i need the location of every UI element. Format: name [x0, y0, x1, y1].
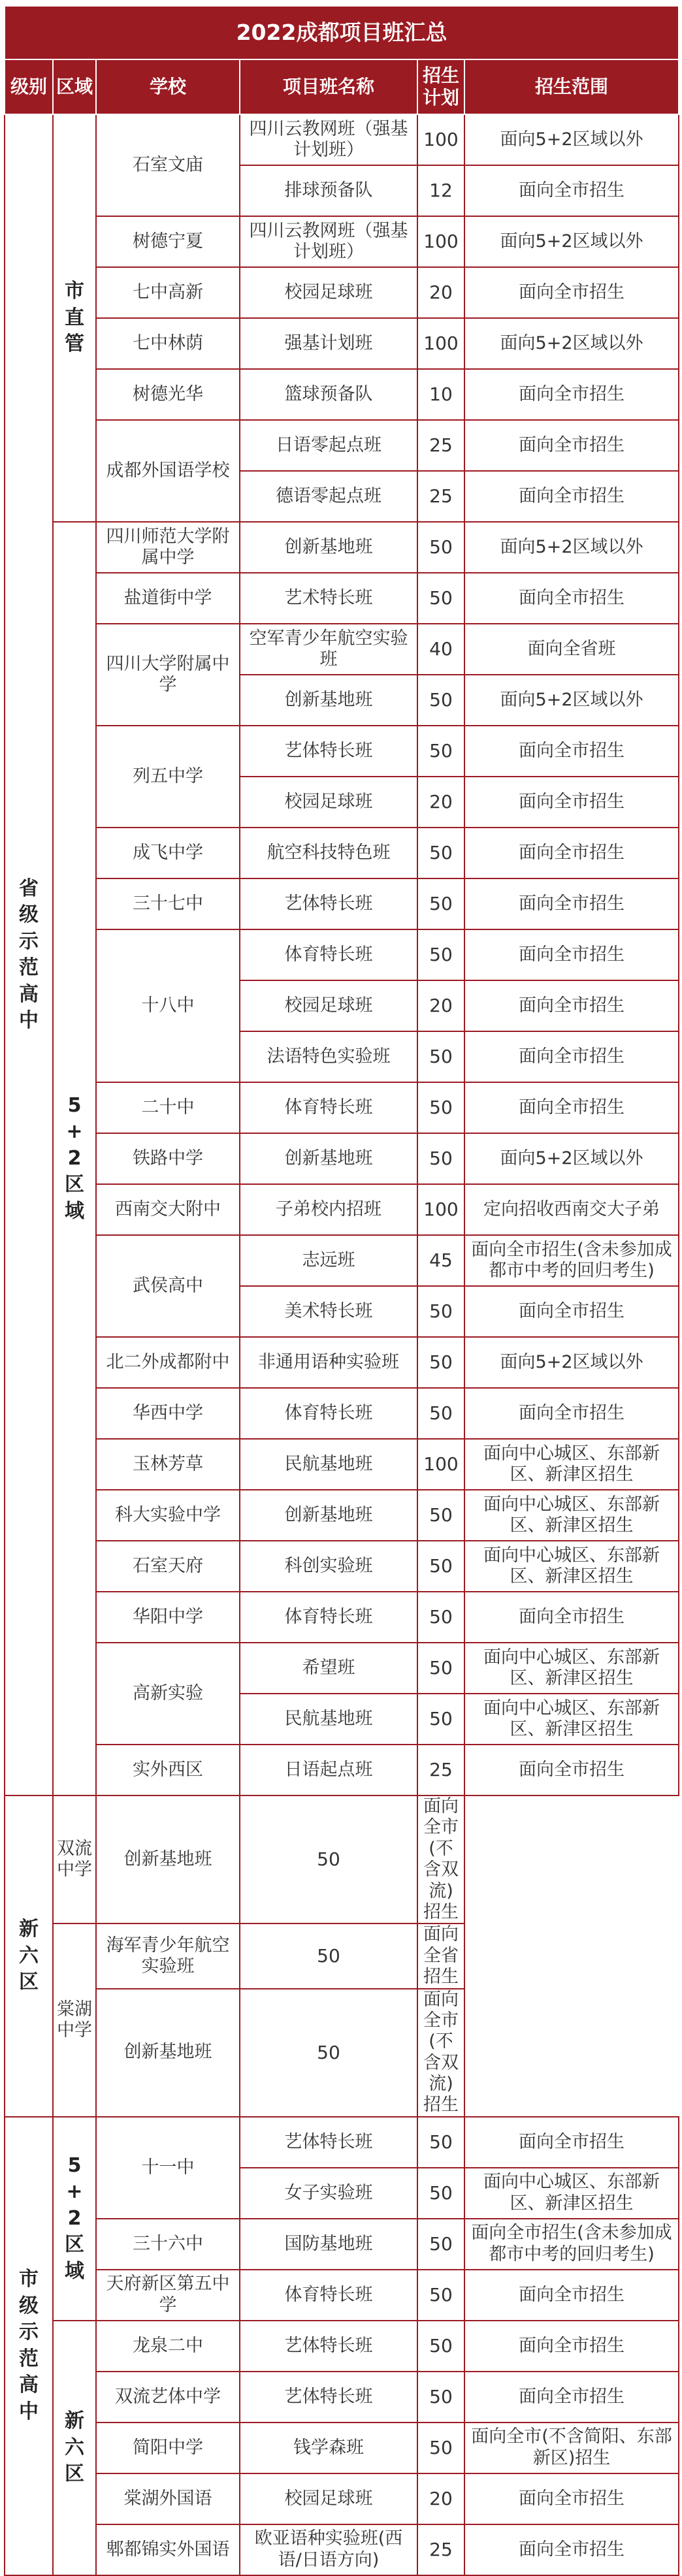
plan-cell: 50	[417, 1286, 464, 1337]
school-cell: 北二外成都附中	[96, 1337, 240, 1388]
project-class-table	[4, 5, 679, 2576]
plan-cell: 10	[417, 369, 464, 420]
table-row	[5, 1235, 679, 1286]
scope-cell: 面向全市招生	[464, 828, 679, 878]
table-row	[5, 624, 679, 675]
plan-cell: 50	[417, 2372, 464, 2423]
program-cell: 体育特长班	[240, 1388, 417, 1439]
scope-cell: 面向全市招生(含未参加成都市中考的回归考生)	[464, 1235, 679, 1286]
scope-cell: 面向中心城区、东部新区、新津区招生	[464, 1643, 679, 1694]
scope-cell: 面向全市招生	[464, 2473, 679, 2524]
program-cell: 创新基地班	[240, 1490, 417, 1541]
scope-cell: 面向全市招生	[464, 929, 679, 980]
school-cell: 成飞中学	[96, 828, 240, 878]
plan-cell: 50	[417, 1133, 464, 1184]
plan-cell: 50	[417, 1694, 464, 1745]
program-cell: 创新基地班	[240, 675, 417, 726]
school-cell: 简阳中学	[96, 2423, 240, 2473]
school-cell: 七中高新	[96, 267, 240, 318]
plan-cell: 50	[240, 1989, 417, 2117]
school-cell: 成都外国语学校	[96, 420, 240, 522]
program-cell: 海军青少年航空实验班	[96, 1924, 240, 1988]
scope-cell: 面向全市招生	[464, 1388, 679, 1439]
school-cell: 双流中学	[53, 1795, 96, 1924]
plan-cell: 50	[417, 573, 464, 624]
scope-cell: 面向全市(不含双流)招生	[417, 1795, 464, 1924]
table-row	[5, 1592, 679, 1643]
plan-cell: 25	[417, 471, 464, 522]
program-cell: 四川云教网班（强基计划班）	[240, 114, 417, 165]
table-row	[5, 1133, 679, 1184]
table-row	[5, 573, 679, 624]
scope-cell: 面向全市招生	[464, 420, 679, 471]
header-level: 级别	[5, 59, 53, 114]
plan-cell: 50	[417, 1592, 464, 1643]
plan-cell: 50	[417, 2168, 464, 2219]
table-row	[5, 828, 679, 878]
plan-cell: 45	[417, 1235, 464, 1286]
scope-cell: 面向中心城区、东部新区、新津区招生	[464, 1694, 679, 1745]
plan-cell: 50	[417, 2270, 464, 2321]
plan-cell: 100	[417, 318, 464, 369]
scope-cell: 面向全市招生	[464, 777, 679, 828]
school-cell: 玉林芳草	[96, 1439, 240, 1490]
plan-cell: 25	[417, 1745, 464, 1795]
plan-cell: 50	[417, 929, 464, 980]
program-cell: 日语零起点班	[240, 420, 417, 471]
scope-cell: 面向全市招生	[464, 726, 679, 777]
plan-cell: 50	[417, 1337, 464, 1388]
header-region: 区域	[53, 59, 96, 114]
table-row	[5, 1541, 679, 1592]
scope-cell: 面向全市招生	[464, 878, 679, 929]
scope-cell: 面向全市招生	[464, 1031, 679, 1082]
table-row	[5, 318, 679, 369]
school-cell: 高新实验	[96, 1643, 240, 1745]
header-plan: 招生计划	[417, 59, 464, 114]
program-cell: 艺术特长班	[240, 573, 417, 624]
school-cell: 双流艺体中学	[96, 2372, 240, 2423]
program-cell: 体育特长班	[240, 929, 417, 980]
program-cell: 钱学森班	[240, 2423, 417, 2473]
plan-cell: 50	[417, 878, 464, 929]
program-cell: 艺体特长班	[240, 2117, 417, 2168]
region-cell-city: 市直管	[53, 114, 96, 522]
school-cell: 石室天府	[96, 1541, 240, 1592]
table-row	[5, 1490, 679, 1541]
program-cell: 德语零起点班	[240, 471, 417, 522]
program-cell: 艺体特长班	[240, 726, 417, 777]
plan-cell: 100	[417, 1184, 464, 1235]
program-cell: 非通用语种实验班	[240, 1337, 417, 1388]
summary-table-container	[4, 5, 678, 2576]
table-row	[5, 1795, 679, 1924]
school-cell: 科大实验中学	[96, 1490, 240, 1541]
scope-cell: 面向全市招生	[464, 573, 679, 624]
school-cell: 棠湖中学	[53, 1924, 96, 2117]
scope-cell: 面向全市招生	[464, 2270, 679, 2321]
table-row	[5, 2473, 679, 2524]
plan-cell: 50	[240, 1795, 417, 1924]
program-cell: 创新基地班	[240, 1133, 417, 1184]
school-cell: 盐道街中学	[96, 573, 240, 624]
scope-cell: 面向全市招生(含未参加成都市中考的回归考生)	[464, 2219, 679, 2270]
scope-cell: 面向中心城区、东部新区、新津区招生	[464, 1439, 679, 1490]
scope-cell: 面向全省招生	[417, 1924, 464, 1988]
plan-cell: 50	[417, 522, 464, 573]
plan-cell: 50	[240, 1924, 417, 1988]
table-row	[5, 1439, 679, 1490]
region-cell-newsix: 新六区	[5, 1795, 53, 2117]
scope-cell: 面向5+2区域以外	[464, 522, 679, 573]
scope-cell: 面向中心城区、东部新区、新津区招生	[464, 1490, 679, 1541]
school-cell: 树德光华	[96, 369, 240, 420]
scope-cell: 面向全市招生	[464, 2372, 679, 2423]
school-cell: 华西中学	[96, 1388, 240, 1439]
scope-cell: 面向5+2区域以外	[464, 1133, 679, 1184]
plan-cell: 100	[417, 114, 464, 165]
table-row	[5, 369, 679, 420]
program-cell: 欧亚语种实验班(西语/日语方向)	[240, 2524, 417, 2575]
scope-cell: 面向全市(不含双流)招生	[417, 1989, 464, 2117]
program-cell: 希望班	[240, 1643, 417, 1694]
plan-cell: 50	[417, 1031, 464, 1082]
program-cell: 科创实验班	[240, 1541, 417, 1592]
table-row	[5, 1643, 679, 1694]
level-cell-municipal: 市级示范高中	[5, 2117, 53, 2575]
school-cell: 华阳中学	[96, 1592, 240, 1643]
table-row	[5, 1989, 679, 2117]
table-row	[5, 267, 679, 318]
school-cell: 铁路中学	[96, 1133, 240, 1184]
program-cell: 女子实验班	[240, 2168, 417, 2219]
program-cell: 日语起点班	[240, 1745, 417, 1795]
school-cell: 七中林荫	[96, 318, 240, 369]
table-row	[5, 1082, 679, 1133]
scope-cell: 面向全市招生	[464, 1745, 679, 1795]
scope-cell: 面向中心城区、东部新区、新津区招生	[464, 2168, 679, 2219]
scope-cell: 面向全市招生	[464, 267, 679, 318]
table-row	[5, 2219, 679, 2270]
scope-cell: 面向5+2区域以外	[464, 1337, 679, 1388]
program-cell: 航空科技特色班	[240, 828, 417, 878]
program-cell: 校园足球班	[240, 980, 417, 1031]
program-cell: 排球预备队	[240, 165, 417, 216]
program-cell: 艺体特长班	[240, 878, 417, 929]
school-cell: 三十六中	[96, 2219, 240, 2270]
school-cell: 二十中	[96, 1082, 240, 1133]
table-row	[5, 878, 679, 929]
school-cell: 天府新区第五中学	[96, 2270, 240, 2321]
scope-cell: 面向全市招生	[464, 2321, 679, 2372]
table-row	[5, 929, 679, 980]
table-row	[5, 2423, 679, 2473]
table-row	[5, 1924, 679, 1988]
plan-cell: 100	[417, 1439, 464, 1490]
plan-cell: 50	[417, 675, 464, 726]
program-cell: 校园足球班	[240, 2473, 417, 2524]
scope-cell: 面向全市招生	[464, 471, 679, 522]
table-row	[5, 420, 679, 471]
school-cell: 三十七中	[96, 878, 240, 929]
scope-cell: 面向全市招生	[464, 1592, 679, 1643]
school-cell: 龙泉二中	[96, 2321, 240, 2372]
scope-cell: 面向全市招生	[464, 980, 679, 1031]
table-row	[5, 1745, 679, 1795]
header-scope: 招生范围	[464, 59, 679, 114]
plan-cell: 50	[417, 2321, 464, 2372]
scope-cell: 面向全市招生	[464, 1082, 679, 1133]
level-cell-provincial: 省级示范高中	[5, 114, 53, 1795]
program-cell: 法语特色实验班	[240, 1031, 417, 1082]
scope-cell: 定向招收西南交大子弟	[464, 1184, 679, 1235]
program-cell: 创新基地班	[240, 522, 417, 573]
scope-cell: 面向全市招生	[464, 1286, 679, 1337]
plan-cell: 50	[417, 828, 464, 878]
scope-cell: 面向全市招生	[464, 165, 679, 216]
plan-cell: 12	[417, 165, 464, 216]
table-row	[5, 2524, 679, 2575]
table-row	[5, 2321, 679, 2372]
plan-cell: 20	[417, 777, 464, 828]
scope-cell: 面向全市招生	[464, 2524, 679, 2575]
plan-cell: 50	[417, 2117, 464, 2168]
school-cell: 实外西区	[96, 1745, 240, 1795]
school-cell: 郫都锦实外国语	[96, 2524, 240, 2575]
scope-cell: 面向5+2区域以外	[464, 114, 679, 165]
plan-cell: 50	[417, 1541, 464, 1592]
plan-cell: 50	[417, 1388, 464, 1439]
plan-cell: 50	[417, 1643, 464, 1694]
plan-cell: 40	[417, 624, 464, 675]
plan-cell: 20	[417, 267, 464, 318]
scope-cell: 面向全省班	[464, 624, 679, 675]
scope-cell: 面向中心城区、东部新区、新津区招生	[464, 1541, 679, 1592]
program-cell: 艺体特长班	[240, 2321, 417, 2372]
table-row	[5, 2117, 679, 2168]
table-row	[5, 114, 679, 165]
school-cell: 四川师范大学附属中学	[96, 522, 240, 573]
plan-cell: 50	[417, 2423, 464, 2473]
program-cell: 创新基地班	[96, 1795, 240, 1924]
program-cell: 民航基地班	[240, 1439, 417, 1490]
table-row	[5, 2270, 679, 2321]
program-cell: 校园足球班	[240, 777, 417, 828]
scope-cell: 面向全市招生	[464, 2117, 679, 2168]
plan-cell: 50	[417, 2219, 464, 2270]
plan-cell: 20	[417, 980, 464, 1031]
plan-cell: 100	[417, 216, 464, 267]
school-cell: 树德宁夏	[96, 216, 240, 267]
region-cell-5plus2-municipal: 5+2区域	[53, 2117, 96, 2321]
plan-cell: 20	[417, 2473, 464, 2524]
program-cell: 子弟校内招班	[240, 1184, 417, 1235]
program-cell: 美术特长班	[240, 1286, 417, 1337]
table-row	[5, 1388, 679, 1439]
program-cell: 志远班	[240, 1235, 417, 1286]
plan-cell: 25	[417, 2524, 464, 2575]
plan-cell: 25	[417, 420, 464, 471]
program-cell: 国防基地班	[240, 2219, 417, 2270]
school-cell: 西南交大附中	[96, 1184, 240, 1235]
scope-cell: 面向全市(不含简阳、东部新区)招生	[464, 2423, 679, 2473]
program-cell: 篮球预备队	[240, 369, 417, 420]
school-cell: 四川大学附属中学	[96, 624, 240, 726]
scope-cell: 面向5+2区域以外	[464, 675, 679, 726]
school-cell: 十一中	[96, 2117, 240, 2219]
program-cell: 体育特长班	[240, 1592, 417, 1643]
plan-cell: 50	[417, 726, 464, 777]
scope-cell: 面向5+2区域以外	[464, 216, 679, 267]
table-title: 2022成都项目班汇总	[5, 6, 679, 59]
program-cell: 四川云教网班（强基计划班）	[240, 216, 417, 267]
program-cell: 空军青少年航空实验班	[240, 624, 417, 675]
school-cell: 武侯高中	[96, 1235, 240, 1337]
scope-cell: 面向全市招生	[464, 369, 679, 420]
program-cell: 民航基地班	[240, 1694, 417, 1745]
plan-cell: 50	[417, 1082, 464, 1133]
school-cell: 列五中学	[96, 726, 240, 828]
plan-cell: 50	[417, 1490, 464, 1541]
program-cell: 体育特长班	[240, 2270, 417, 2321]
header-school: 学校	[96, 59, 240, 114]
region-cell-newsix-municipal: 新六区	[53, 2321, 96, 2575]
region-cell-5plus2: 5+2区域	[53, 522, 96, 1795]
table-row	[5, 726, 679, 777]
program-cell: 校园足球班	[240, 267, 417, 318]
table-row	[5, 522, 679, 573]
school-cell: 石室文庙	[96, 114, 240, 216]
school-cell: 十八中	[96, 929, 240, 1082]
program-cell: 体育特长班	[240, 1082, 417, 1133]
school-cell: 棠湖外国语	[96, 2473, 240, 2524]
table-row	[5, 216, 679, 267]
program-cell: 创新基地班	[96, 1989, 240, 2117]
program-cell: 艺体特长班	[240, 2372, 417, 2423]
scope-cell: 面向5+2区域以外	[464, 318, 679, 369]
table-row	[5, 1184, 679, 1235]
table-row	[5, 1337, 679, 1388]
program-cell: 强基计划班	[240, 318, 417, 369]
table-row	[5, 2372, 679, 2423]
header-program: 项目班名称	[240, 59, 417, 114]
